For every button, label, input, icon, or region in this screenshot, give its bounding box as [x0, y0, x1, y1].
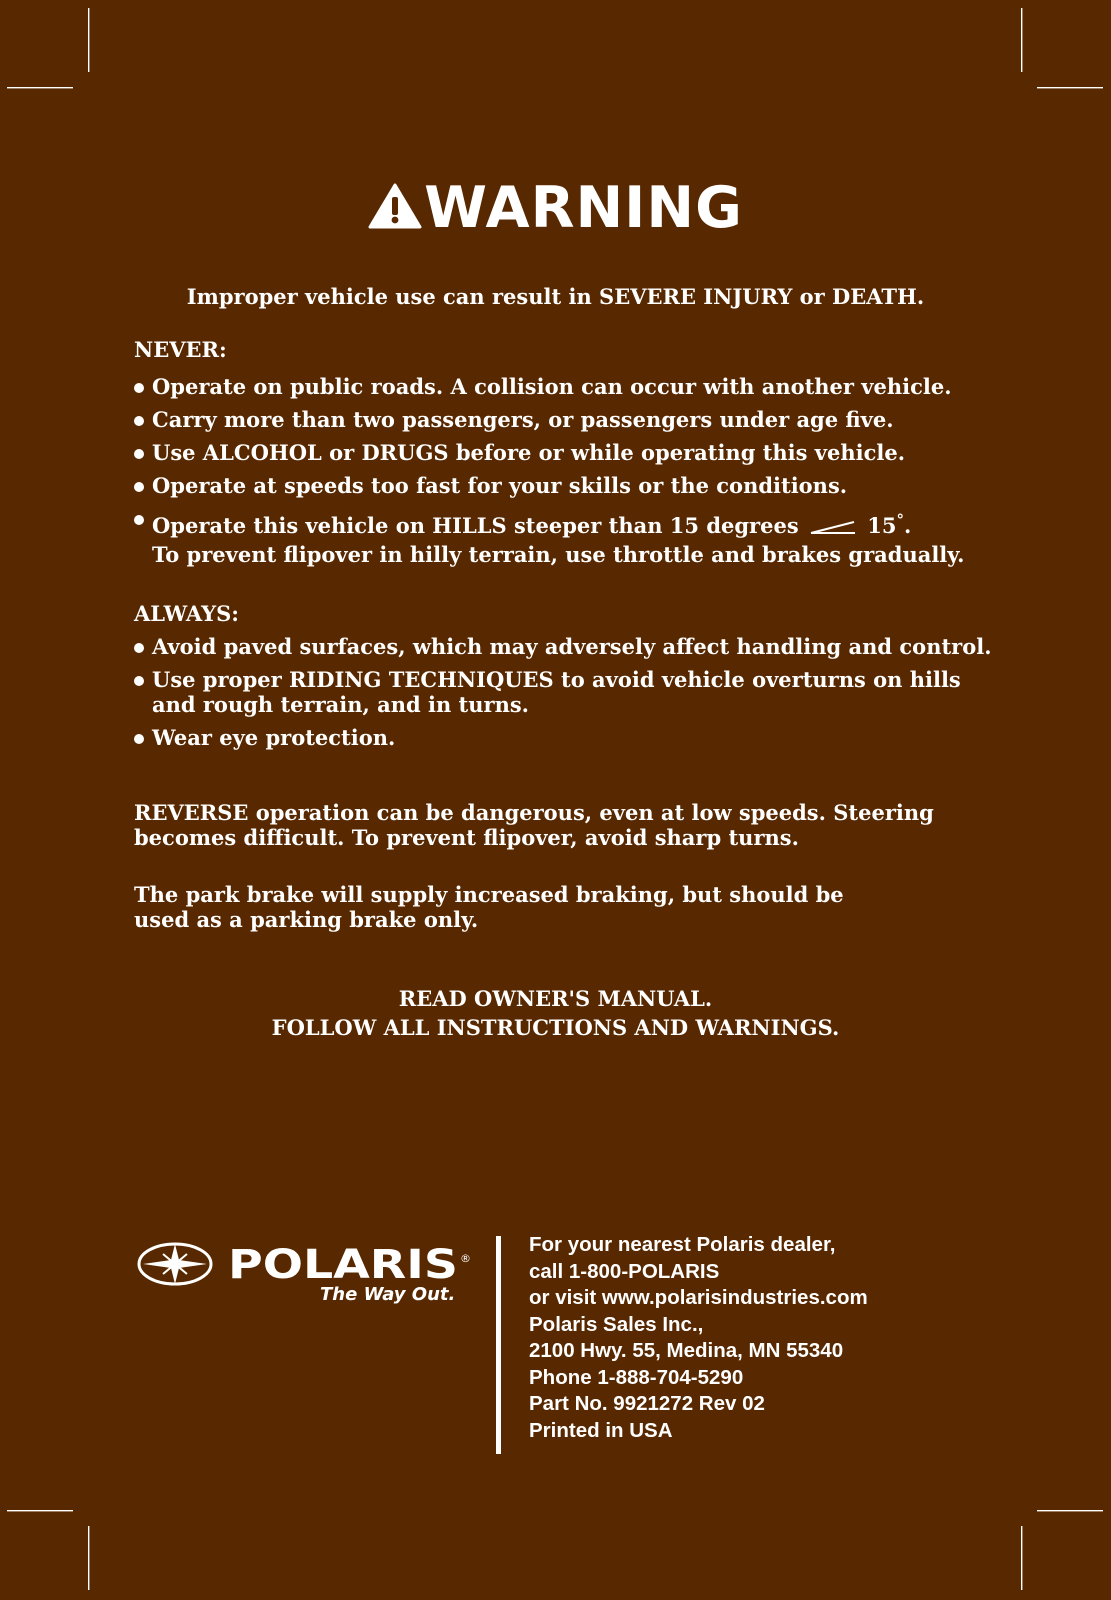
- warning-title: [0, 176, 1111, 240]
- intro-statement: Improper vehicle use can result in SEVERE INJURY or DEATH.: [186, 284, 925, 309]
- list-item-riding: [132, 667, 992, 717]
- contact-line: Part No. 9921272 Rev 02: [529, 1392, 765, 1415]
- crop-mark: [1037, 1510, 1103, 1512]
- riding-line-2: and rough terrain, and in turns.: [152, 692, 529, 717]
- angle-value: 15: [867, 513, 897, 538]
- list-item: Avoid paved surfaces, which may adversely affect handling and control.: [132, 634, 992, 659]
- warning-triangle-icon: [368, 183, 422, 229]
- logo-brand: POLARIS: [228, 1242, 458, 1288]
- read-line-2: FOLLOW ALL INSTRUCTIONS AND WARNINGS.: [271, 1015, 840, 1040]
- slope-angle-icon: [810, 521, 856, 535]
- list-item-eye: Wear eye protection.: [132, 725, 992, 750]
- list-item: Carry more than two passengers, or passengers under age five.: [132, 407, 964, 432]
- never-heading: NEVER:: [134, 337, 227, 362]
- always-list: [132, 634, 992, 758]
- list-item: Use ALCOHOL or DRUGS before or while operating this vehicle.: [132, 440, 964, 465]
- contact-line: call 1-800-POLARIS: [529, 1259, 720, 1283]
- reverse-line-1: REVERSE operation can be dangerous, even at low speeds. Steering: [134, 800, 934, 825]
- logo-tagline: The Way Out.: [320, 1284, 456, 1304]
- list-item: Operate at speeds too fast for your skills or the conditions.: [132, 473, 964, 498]
- park-brake-paragraph: [134, 882, 844, 932]
- degree-symbol: °: [896, 511, 905, 529]
- crop-mark: [1021, 1526, 1023, 1590]
- contact-line: Phone 1-888-704-5290: [529, 1365, 744, 1389]
- logo-registered: ®: [460, 1252, 471, 1265]
- contact-line: Polaris Sales Inc.,: [529, 1312, 704, 1336]
- contact-line: Printed in USA: [529, 1418, 673, 1442]
- reverse-line-2: becomes difficult. To prevent flipover, avoid sharp turns.: [134, 825, 799, 850]
- read-line-1: READ OWNER'S MANUAL.: [398, 986, 713, 1011]
- list-item: Operate on public roads. A collision can occur with another vehicle.: [132, 374, 964, 399]
- reverse-paragraph: [134, 800, 934, 850]
- list-item-hills: [132, 506, 964, 569]
- warning-title-text: WARNING: [424, 175, 743, 241]
- divider: [496, 1236, 501, 1454]
- hills-line-2: To prevent flipover in hilly terrain, use throttle and brakes gradually.: [152, 542, 965, 567]
- crop-mark: [1037, 87, 1103, 89]
- contact-info: [529, 1232, 868, 1444]
- polaris-star-icon: [139, 1244, 211, 1284]
- never-list: [132, 374, 964, 577]
- hills-suffix: .: [904, 513, 912, 538]
- crop-mark: [88, 8, 90, 72]
- always-heading: ALWAYS:: [134, 601, 240, 626]
- crop-mark: [1021, 8, 1023, 72]
- read-manual-notice: [0, 984, 1111, 1042]
- crop-mark: [7, 1510, 73, 1512]
- contact-line: or visit www.polarisindustries.com: [529, 1286, 868, 1309]
- park-line-2: used as a parking brake only.: [134, 907, 479, 932]
- riding-line-1: Use proper RIDING TECHNIQUES to avoid vehicle overturns on hills: [152, 667, 961, 692]
- hills-text: Operate this vehicle on HILLS steeper than 15 degrees: [152, 513, 799, 538]
- contact-line: 2100 Hwy. 55, Medina, MN 55340: [529, 1339, 844, 1362]
- contact-line: For your nearest Polaris dealer,: [529, 1233, 836, 1256]
- park-line-1: The park brake will supply increased braking, but should be: [134, 882, 844, 907]
- polaris-logo: [137, 1238, 477, 1304]
- crop-mark: [88, 1526, 90, 1590]
- crop-mark: [7, 87, 73, 89]
